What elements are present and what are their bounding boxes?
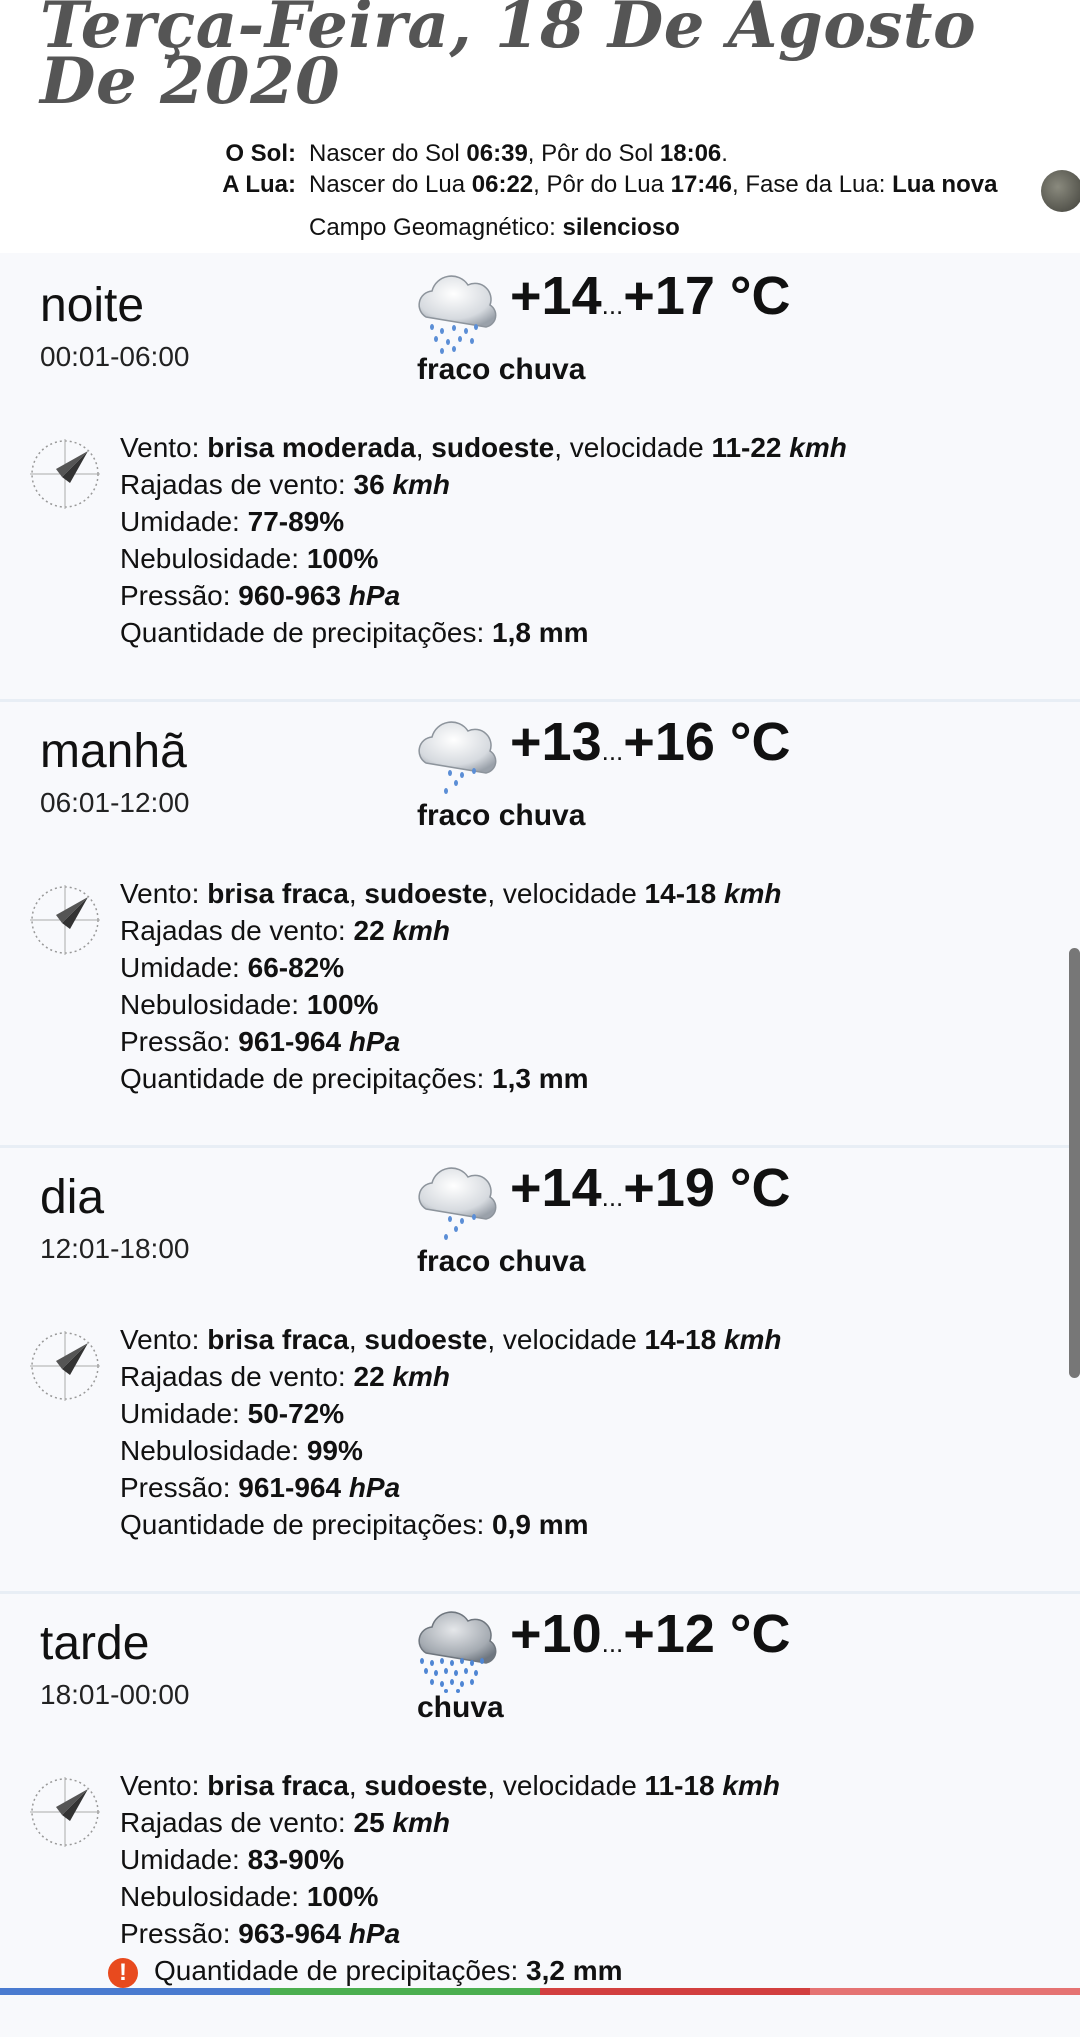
cloudiness-row: Nebulosidade: 100% [120, 1881, 379, 1912]
wind-compass-icon [28, 1775, 102, 1849]
weather-details [120, 1767, 780, 1989]
wind-row: Vento: brisa fraca, sudoeste, velocidade 14-18 kmh [120, 878, 782, 909]
new-moon-icon [1041, 170, 1080, 212]
weather-condition: chuva [417, 1691, 504, 1724]
wind-compass-icon [28, 1329, 102, 1403]
scrollbar[interactable] [1069, 948, 1080, 1378]
wind-compass-icon [28, 437, 102, 511]
light-rain-cloud-icon [412, 711, 502, 801]
pressure-row: Pressão: 961-964 hPa [120, 1026, 401, 1057]
gusts-row: Rajadas de vento: 22 kmh [120, 1361, 451, 1392]
sun-label: O Sol: [225, 140, 296, 167]
period-card-night [0, 253, 1080, 699]
separator [0, 699, 1080, 702]
cloudiness-row: Nebulosidade: 99% [120, 1435, 363, 1466]
bottom-bar-red [540, 1988, 810, 1995]
cloudiness-row: Nebulosidade: 100% [120, 543, 379, 574]
humidity-row: Umidade: 66-82% [120, 952, 345, 983]
moon-label: A Lua: [222, 171, 296, 198]
gusts-row: Rajadas de vento: 25 kmh [120, 1807, 451, 1838]
precipitation-row: Quantidade de precipitações: 1,8 mm [120, 617, 589, 648]
gusts-row: Rajadas de vento: 36 kmh [120, 469, 451, 500]
pressure-row: Pressão: 963-964 hPa [120, 1918, 401, 1949]
period-time: 06:01-12:00 [40, 787, 190, 818]
separator [0, 1145, 1080, 1148]
weather-details [120, 429, 847, 651]
period-card-evening [0, 1591, 1080, 2037]
temperature-range: +13...+16 °C [510, 712, 791, 772]
period-name: noite [40, 279, 145, 332]
pressure-row: Pressão: 961-964 hPa [120, 1472, 401, 1503]
separator [0, 1591, 1080, 1594]
humidity-row: Umidade: 50-72% [120, 1398, 345, 1429]
wind-row: Vento: brisa fraca, sudoeste, velocidade 14-18 kmh [120, 1324, 782, 1355]
wind-compass-icon [28, 883, 102, 957]
cloudiness-row: Nebulosidade: 100% [120, 989, 379, 1020]
wind-row: Vento: brisa fraca, sudoeste, velocidade 11-18 kmh [120, 1770, 780, 1801]
light-rain-cloud-icon [412, 265, 502, 355]
period-time: 12:01-18:00 [40, 1233, 190, 1264]
period-card-day [0, 1145, 1080, 1591]
warning-icon[interactable]: ! [108, 1958, 138, 1988]
bottom-bar-blue [0, 1988, 270, 1995]
period-time: 18:01-00:00 [40, 1679, 190, 1710]
period-name: manhã [40, 725, 187, 778]
bottom-bar-green [270, 1988, 540, 1995]
period-time: 00:01-06:00 [40, 341, 190, 372]
weather-condition: fraco chuva [417, 1245, 586, 1278]
rain-cloud-icon [412, 1603, 502, 1693]
period-name: dia [40, 1171, 105, 1224]
temperature-range: +14...+19 °C [510, 1158, 791, 1218]
bottom-color-bar [0, 1988, 1080, 1995]
geomagnetic-info: Campo Geomagnético: silencioso [309, 214, 680, 241]
page-title: Terça-Feira, 18 De Agosto De 2020 [40, 0, 977, 119]
humidity-row: Umidade: 77-89% [120, 506, 345, 537]
precipitation-row: Quantidade de precipitações: 1,3 mm [120, 1063, 589, 1094]
humidity-row: Umidade: 83-90% [120, 1844, 345, 1875]
bottom-bar-pink [810, 1988, 1080, 1995]
period-card-morning [0, 699, 1080, 1145]
temperature-range: +14...+17 °C [510, 266, 791, 326]
pressure-row: Pressão: 960-963 hPa [120, 580, 401, 611]
sun-info: Nascer do Sol 06:39, Pôr do Sol 18:06. [309, 140, 728, 167]
gusts-row: Rajadas de vento: 22 kmh [120, 915, 451, 946]
temperature-range: +10...+12 °C [510, 1604, 791, 1664]
weather-condition: fraco chuva [417, 799, 586, 832]
moon-info: Nascer do Lua 06:22, Pôr do Lua 17:46, Fase da Lua: Lua nova [309, 171, 998, 198]
light-rain-cloud-icon [412, 1157, 502, 1247]
precipitation-row: Quantidade de precipitações: 0,9 mm [120, 1509, 589, 1540]
period-name: tarde [40, 1617, 150, 1670]
weather-details [120, 875, 782, 1097]
weather-details [120, 1321, 782, 1543]
wind-row: Vento: brisa moderada, sudoeste, velocidade 11-22 kmh [120, 432, 847, 463]
precipitation-row: ! Quantidade de precipitações: 3,2 mm [120, 1952, 780, 1989]
weather-condition: fraco chuva [417, 353, 586, 386]
